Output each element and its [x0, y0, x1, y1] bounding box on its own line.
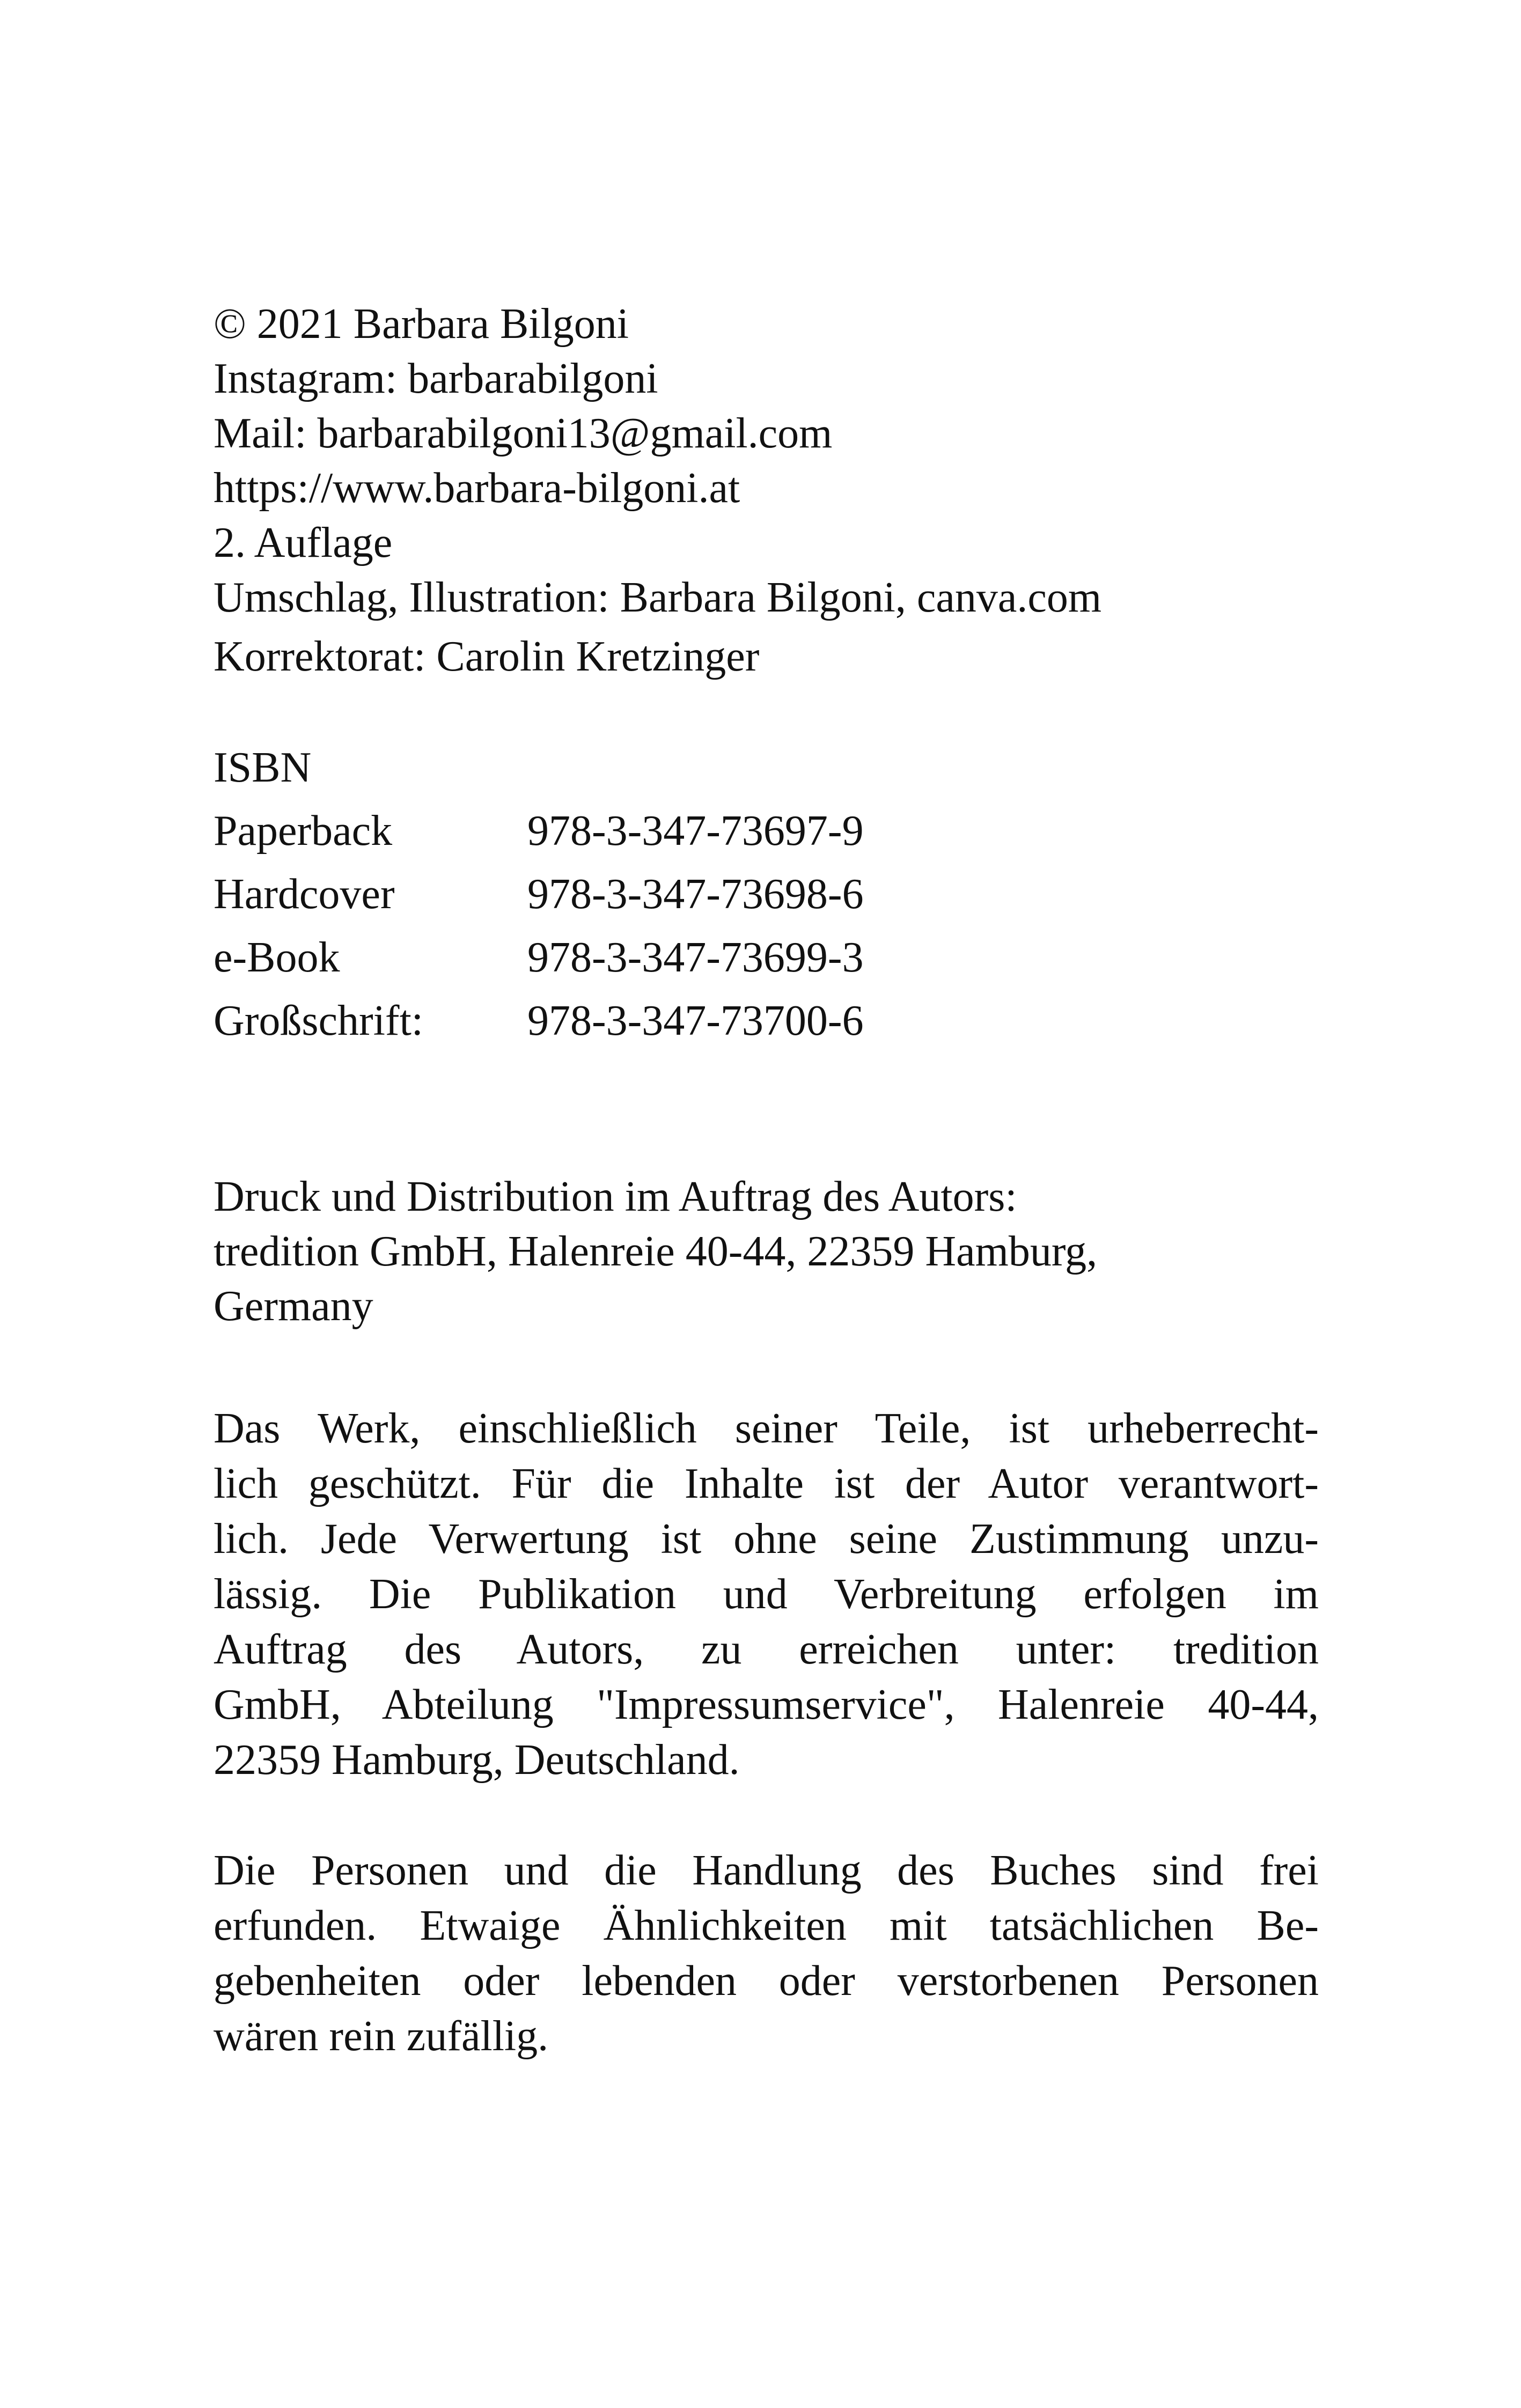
distribution-paragraph	[214, 1169, 1319, 1334]
mail-line: Mail: barbarabilgoni13@gmail.com	[214, 410, 833, 457]
isbn-number: 978-3-347-73699-3	[527, 934, 864, 981]
copyright-line: © 2021 Barbara Bilgoni	[214, 300, 629, 348]
isbn-format-label: e-Book	[214, 934, 340, 981]
imprint-header	[214, 297, 1319, 684]
website-line: https://www.barbara-bilgoni.at	[214, 465, 740, 512]
isbn-format-label: Großschrift:	[214, 997, 424, 1044]
isbn-row	[214, 804, 1319, 867]
notice-line: lässig. Die Publikation und Verbreitung erfolgen im	[214, 1571, 1319, 1618]
distribution-line: Germany	[214, 1283, 373, 1330]
distribution-line: tredition GmbH, Halenreie 40-44, 22359 Hamburg,	[214, 1228, 1098, 1275]
isbn-section	[214, 740, 1319, 1057]
isbn-number: 978-3-347-73698-6	[527, 871, 864, 918]
fiction-disclaimer-paragraph	[214, 1843, 1319, 2064]
isbn-row	[214, 993, 1319, 1057]
isbn-row	[214, 930, 1319, 993]
notice-line: lich geschützt. Für die Inhalte ist der Autor verantwort-	[214, 1460, 1319, 1507]
copyright-notice-paragraph	[214, 1401, 1319, 1788]
instagram-line: Instagram: barbarabilgoni	[214, 355, 658, 402]
disclaimer-line: wären rein zufällig.	[214, 2013, 549, 2060]
isbn-format-label: Paperback	[214, 807, 393, 855]
notice-line: Das Werk, einschließlich seiner Teile, ist urheberrecht-	[214, 1405, 1319, 1452]
disclaimer-line: Die Personen und die Handlung des Buches sind frei	[214, 1847, 1319, 1894]
disclaimer-line: erfunden. Etwaige Ähnlichkeiten mit tatsächlichen Be-	[214, 1902, 1319, 1949]
cover-credit-line: Umschlag, Illustration: Barbara Bilgoni, canva.com	[214, 574, 1102, 621]
isbn-title: ISBN	[214, 744, 312, 791]
proofreading-line: Korrektorat: Carolin Kretzinger	[214, 633, 760, 680]
notice-line: lich. Jede Verwertung ist ohne seine Zustimmung unzu-	[214, 1515, 1319, 1563]
isbn-format-label: Hardcover	[214, 871, 395, 918]
notice-line: GmbH, Abteilung "Impressumservice", Halenreie 40-44,	[214, 1681, 1319, 1728]
distribution-line: Druck und Distribution im Auftrag des Autors:	[214, 1173, 1017, 1220]
disclaimer-line: gebenheiten oder lebenden oder verstorbenen Personen	[214, 1957, 1319, 2005]
isbn-number: 978-3-347-73697-9	[527, 807, 864, 855]
notice-line: Auftrag des Autors, zu erreichen unter: tredition	[214, 1626, 1319, 1673]
notice-line: 22359 Hamburg, Deutschland.	[214, 1736, 740, 1784]
isbn-number: 978-3-347-73700-6	[527, 997, 864, 1044]
isbn-row	[214, 867, 1319, 930]
edition-line: 2. Auflage	[214, 519, 393, 566]
